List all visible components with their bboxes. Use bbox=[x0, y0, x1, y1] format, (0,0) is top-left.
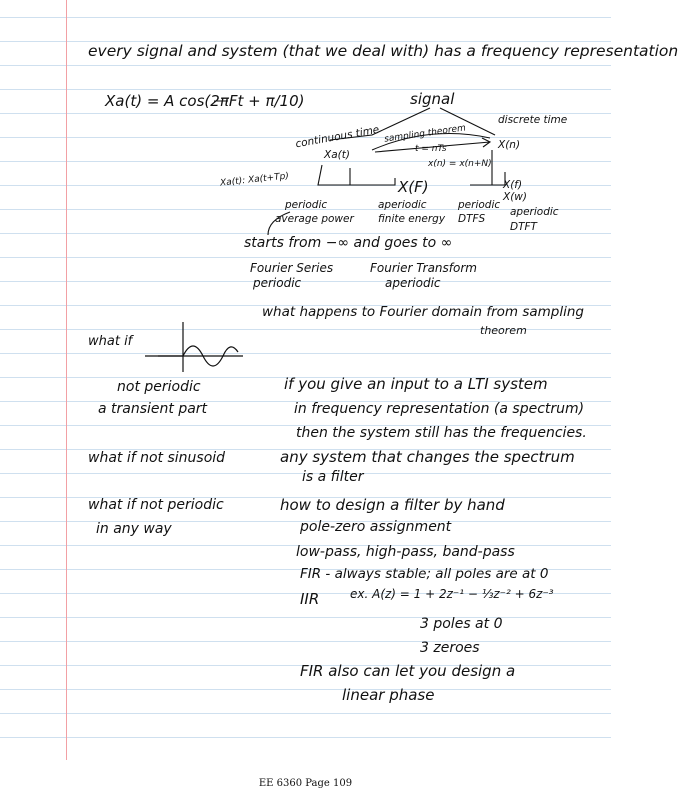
label-signal: signal bbox=[410, 90, 455, 108]
label-aperiodic-dtft: aperiodic bbox=[510, 206, 559, 218]
fir-stable: FIR - always stable; all poles are at 0 bbox=[300, 566, 549, 582]
design-line-1: how to design a filter by hand bbox=[280, 496, 505, 514]
lti-line-3: then the system still has the frequencies. bbox=[296, 425, 587, 441]
label-dtfs: DTFS bbox=[458, 213, 486, 225]
in-any-way: in any way bbox=[96, 521, 172, 537]
filter-line-1: any system that changes the spectrum bbox=[280, 448, 575, 466]
what-if: what if bbox=[88, 334, 133, 349]
label-fourier-series-periodic: periodic bbox=[253, 276, 302, 290]
label-xw-1: X(f) bbox=[503, 179, 523, 191]
label-fourier-transform: Fourier Transform bbox=[370, 261, 477, 275]
example-transfer: ex. A(z) = 1 + 2z⁻¹ − ⅓z⁻² + 6z⁻³ bbox=[350, 587, 554, 601]
not-periodic-any: what if not periodic bbox=[88, 497, 224, 513]
sampling-question-theorem: theorem bbox=[480, 324, 527, 337]
label-continuous-time: continuous time bbox=[294, 123, 381, 151]
signal-equation: Xa(t) = A cos(2πFt + π/10) bbox=[105, 92, 305, 110]
label-discrete-symbol: X(n) bbox=[498, 139, 521, 151]
label-periodic-dtfs: periodic bbox=[458, 199, 501, 211]
tree-bracket-discrete bbox=[470, 172, 505, 185]
fir-phase-1: FIR also can let you design a bbox=[300, 662, 516, 680]
label-discrete-time: discrete time bbox=[498, 114, 568, 126]
label-starts-from: starts from −∞ and goes to ∞ bbox=[244, 235, 453, 251]
transient-part: a transient part bbox=[98, 401, 208, 417]
fir-phase-2: linear phase bbox=[342, 686, 435, 704]
label-sampling-relation: t = nTs bbox=[415, 144, 447, 154]
label-fourier-series: Fourier Series bbox=[250, 261, 334, 275]
tree-bracket-continuous bbox=[318, 165, 395, 185]
lti-line-2: in frequency representation (a spectrum) bbox=[294, 401, 585, 417]
label-continuous-symbol: Xa(t) bbox=[324, 149, 350, 161]
label-xw-2: X(w) bbox=[503, 191, 527, 203]
label-sampling-theorem: sampling theorem bbox=[383, 123, 467, 145]
not-sinusoid: what if not sinusoid bbox=[88, 450, 226, 466]
label-finite-energy: finite energy bbox=[378, 213, 446, 225]
not-periodic: not periodic bbox=[117, 379, 201, 395]
zeroes: 3 zeroes bbox=[420, 640, 480, 656]
label-xf: X(F) bbox=[398, 178, 429, 196]
lti-line-1: if you give an input to a LTI system bbox=[284, 375, 548, 393]
filter-line-2: is a filter bbox=[302, 469, 364, 485]
label-periodic: periodic bbox=[285, 199, 328, 211]
label-aperiodic: aperiodic bbox=[378, 199, 427, 211]
poles-at-zero: 3 poles at 0 bbox=[420, 616, 503, 632]
label-fourier-transform-aperiodic: aperiodic bbox=[385, 276, 441, 290]
design-line-2: pole-zero assignment bbox=[300, 519, 452, 535]
design-line-3: low-pass, high-pass, band-pass bbox=[296, 544, 515, 560]
label-periodic-condition: x(n) = x(n+N) bbox=[428, 159, 492, 169]
iir-label: IIR bbox=[300, 590, 320, 608]
page-footer: EE 6360 Page 109 bbox=[258, 778, 353, 789]
sketch-axes bbox=[145, 322, 243, 372]
sampling-question: what happens to Fourier domain from sampling bbox=[262, 304, 584, 320]
label-average-power: average power bbox=[275, 213, 354, 225]
label-periodic-relation: Xa(t): Xa(t+Tp) bbox=[219, 171, 290, 189]
notes-heading: every signal and system (that we deal with) has a frequency representation bbox=[88, 42, 678, 60]
label-dtft: DTFT bbox=[510, 221, 537, 233]
